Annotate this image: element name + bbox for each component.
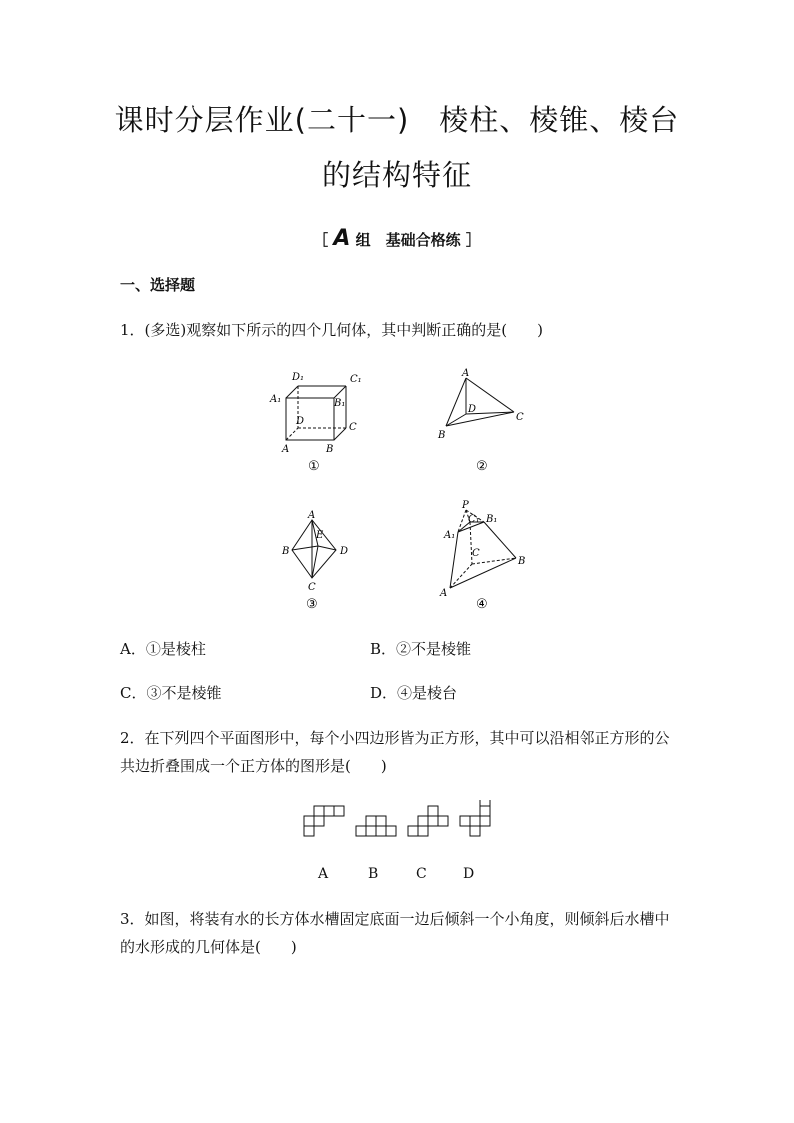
question-3-text: 3．如图，将装有水的长方体水槽固定底面一边后倾斜一个小角度，则倾斜后水槽中的水形成的几何体是( ) — [120, 910, 670, 956]
vertex-label: A — [440, 588, 448, 599]
figure-number: ① — [308, 459, 320, 474]
option-c[interactable]: C．③不是棱锥 — [120, 684, 222, 702]
vertex-label: B — [518, 556, 526, 567]
figure-cube-nets — [300, 800, 500, 842]
figure-pyramid-rhombus — [280, 508, 360, 614]
vertex-label: C — [349, 422, 357, 433]
option-a[interactable]: A．①是棱柱 — [120, 640, 206, 658]
section-heading: 一、选择题 — [120, 276, 196, 294]
net-label-b: B — [368, 866, 379, 882]
net-label-c: C — [416, 866, 427, 882]
bracket-open: ［ — [313, 231, 329, 249]
page-title-line2: 的结构特征 — [321, 158, 472, 192]
option-d[interactable]: D．④是棱台 — [370, 684, 458, 702]
figure-frustum — [432, 494, 536, 614]
page-title: 课时分层作业(二十一) 棱柱、棱锥、棱台 — [114, 103, 680, 137]
vertex-label: A — [462, 368, 470, 379]
group-text: 组 基础合格练 — [355, 231, 461, 249]
vertex-label: B₁ — [486, 514, 498, 525]
vertex-label: C — [308, 582, 316, 593]
vertex-label: P — [462, 500, 469, 511]
vertex-label: C — [516, 412, 524, 423]
vertex-label: B — [438, 430, 446, 441]
vertex-label: A — [308, 510, 316, 521]
vertex-label: C₁ — [350, 374, 362, 385]
vertex-label: A₁ — [270, 394, 282, 405]
net-label-d: D — [463, 866, 475, 882]
option-b[interactable]: B．②不是棱锥 — [370, 640, 472, 658]
vertex-label: D — [468, 404, 477, 415]
figure-cube — [268, 366, 368, 476]
vertex-label: B — [326, 444, 334, 455]
bracket-close: ］ — [465, 231, 481, 249]
group-heading — [0, 226, 794, 251]
vertex-label: B₁ — [334, 398, 346, 409]
figure-number: ③ — [306, 597, 318, 612]
vertex-label: A₁ — [444, 530, 456, 541]
vertex-label: B — [282, 546, 290, 557]
vertex-label: A — [282, 444, 290, 455]
vertex-label: D — [340, 546, 349, 557]
vertex-label: C₁ — [468, 514, 480, 525]
vertex-label: C — [472, 548, 480, 559]
figure-number: ④ — [476, 597, 488, 612]
question-1-text: 1．(多选)观察如下所示的四个几何体，其中判断正确的是( ) — [120, 321, 543, 339]
vertex-label: D₁ — [292, 372, 305, 383]
group-letter: A — [333, 226, 351, 251]
vertex-label: E — [316, 530, 324, 541]
question-2-text: 2．在下列四个平面图形中，每个小四边形皆为正方形，其中可以沿相邻正方形的公共边折叠围成一个正方体的图形是( ) — [120, 729, 670, 775]
figure-tetrahedron — [432, 366, 532, 476]
vertex-label: D — [296, 416, 305, 427]
net-label-a: A — [318, 866, 329, 882]
figure-number: ② — [476, 459, 488, 474]
